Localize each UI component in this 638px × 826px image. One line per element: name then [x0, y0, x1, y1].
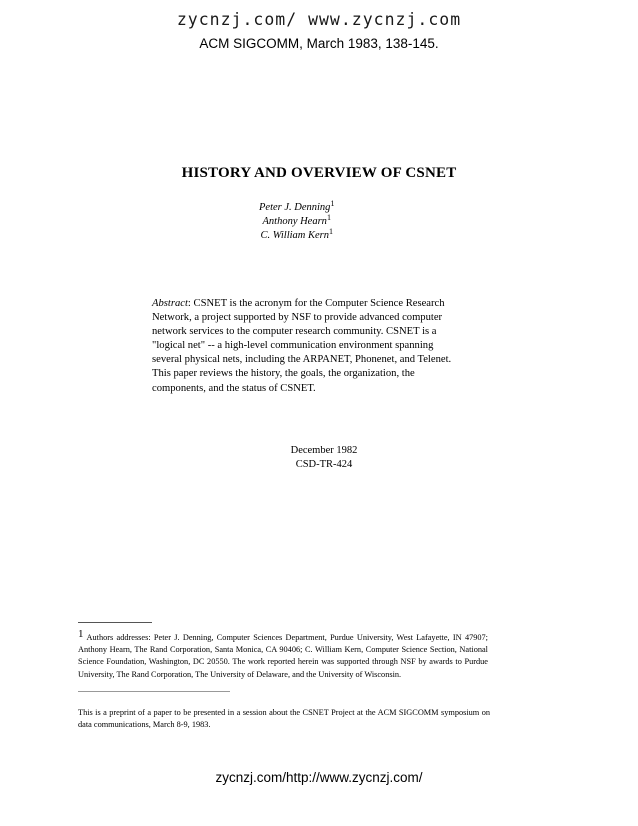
report-date: December 1982: [290, 445, 358, 456]
footnote-marker: 1: [78, 628, 84, 640]
author-2: [259, 215, 334, 229]
author-name: Anthony Hearn: [262, 216, 327, 227]
author-3: [259, 229, 334, 243]
abstract: [152, 297, 452, 396]
watermark-top: zycnzj.com/ www.zycnzj.com: [176, 10, 462, 29]
report-number: CSD-TR-424: [295, 459, 353, 470]
author-footnote-marker: 1: [330, 199, 335, 208]
citation-line: ACM SIGCOMM, March 1983, 138-145.: [199, 36, 439, 51]
paper-title: HISTORY AND OVERVIEW OF CSNET: [181, 165, 457, 181]
preprint-note: This is a preprint of a paper to be presented in a session about the CSNET Project at the ACM SIGCOMM symposium on data communications, March 8-9, 1983.: [78, 708, 490, 730]
report-info: [0, 444, 638, 472]
author-list: [259, 201, 334, 243]
footnote-divider: [78, 622, 152, 623]
footnote-text: Authors addresses: Peter J. Denning, Computer Sciences Department, Purdue University, West Lafayette, IN 47907; Anthony Hearn, The Rand Corporation, Santa Monica, CA 90406; C. William Kern, Computer Science Section, National Science Foundation, Washington, DC 20550. The work reported herein was supported through NSF by awards to Purdue University, The Rand Corporation, The University of Delaware, and the University of Wisconsin.: [78, 633, 488, 679]
watermark-bottom: zycnzj.com/http://www.zycnzj.com/: [215, 770, 423, 785]
preprint-divider: [78, 691, 230, 692]
author-name: Peter J. Denning: [259, 202, 331, 213]
author-footnote-marker: 1: [329, 227, 333, 236]
abstract-label: Abstract: [152, 298, 188, 309]
footnote: [78, 628, 488, 681]
author-footnote-marker: 1: [326, 213, 331, 222]
author-name: C. William Kern: [260, 230, 329, 241]
author-1: [259, 201, 334, 215]
abstract-text: : CSNET is the acronym for the Computer Science Research Network, a project supported by NSF to provide advanced computer network services to the computer research community. CSNET is a "logical net" -- a high-level communication environment spanning several physical nets, including the ARPANET, Phonenet, and Telenet. This paper reviews the history, the goals, the organization, the components, and the status of CSNET.: [152, 298, 452, 394]
